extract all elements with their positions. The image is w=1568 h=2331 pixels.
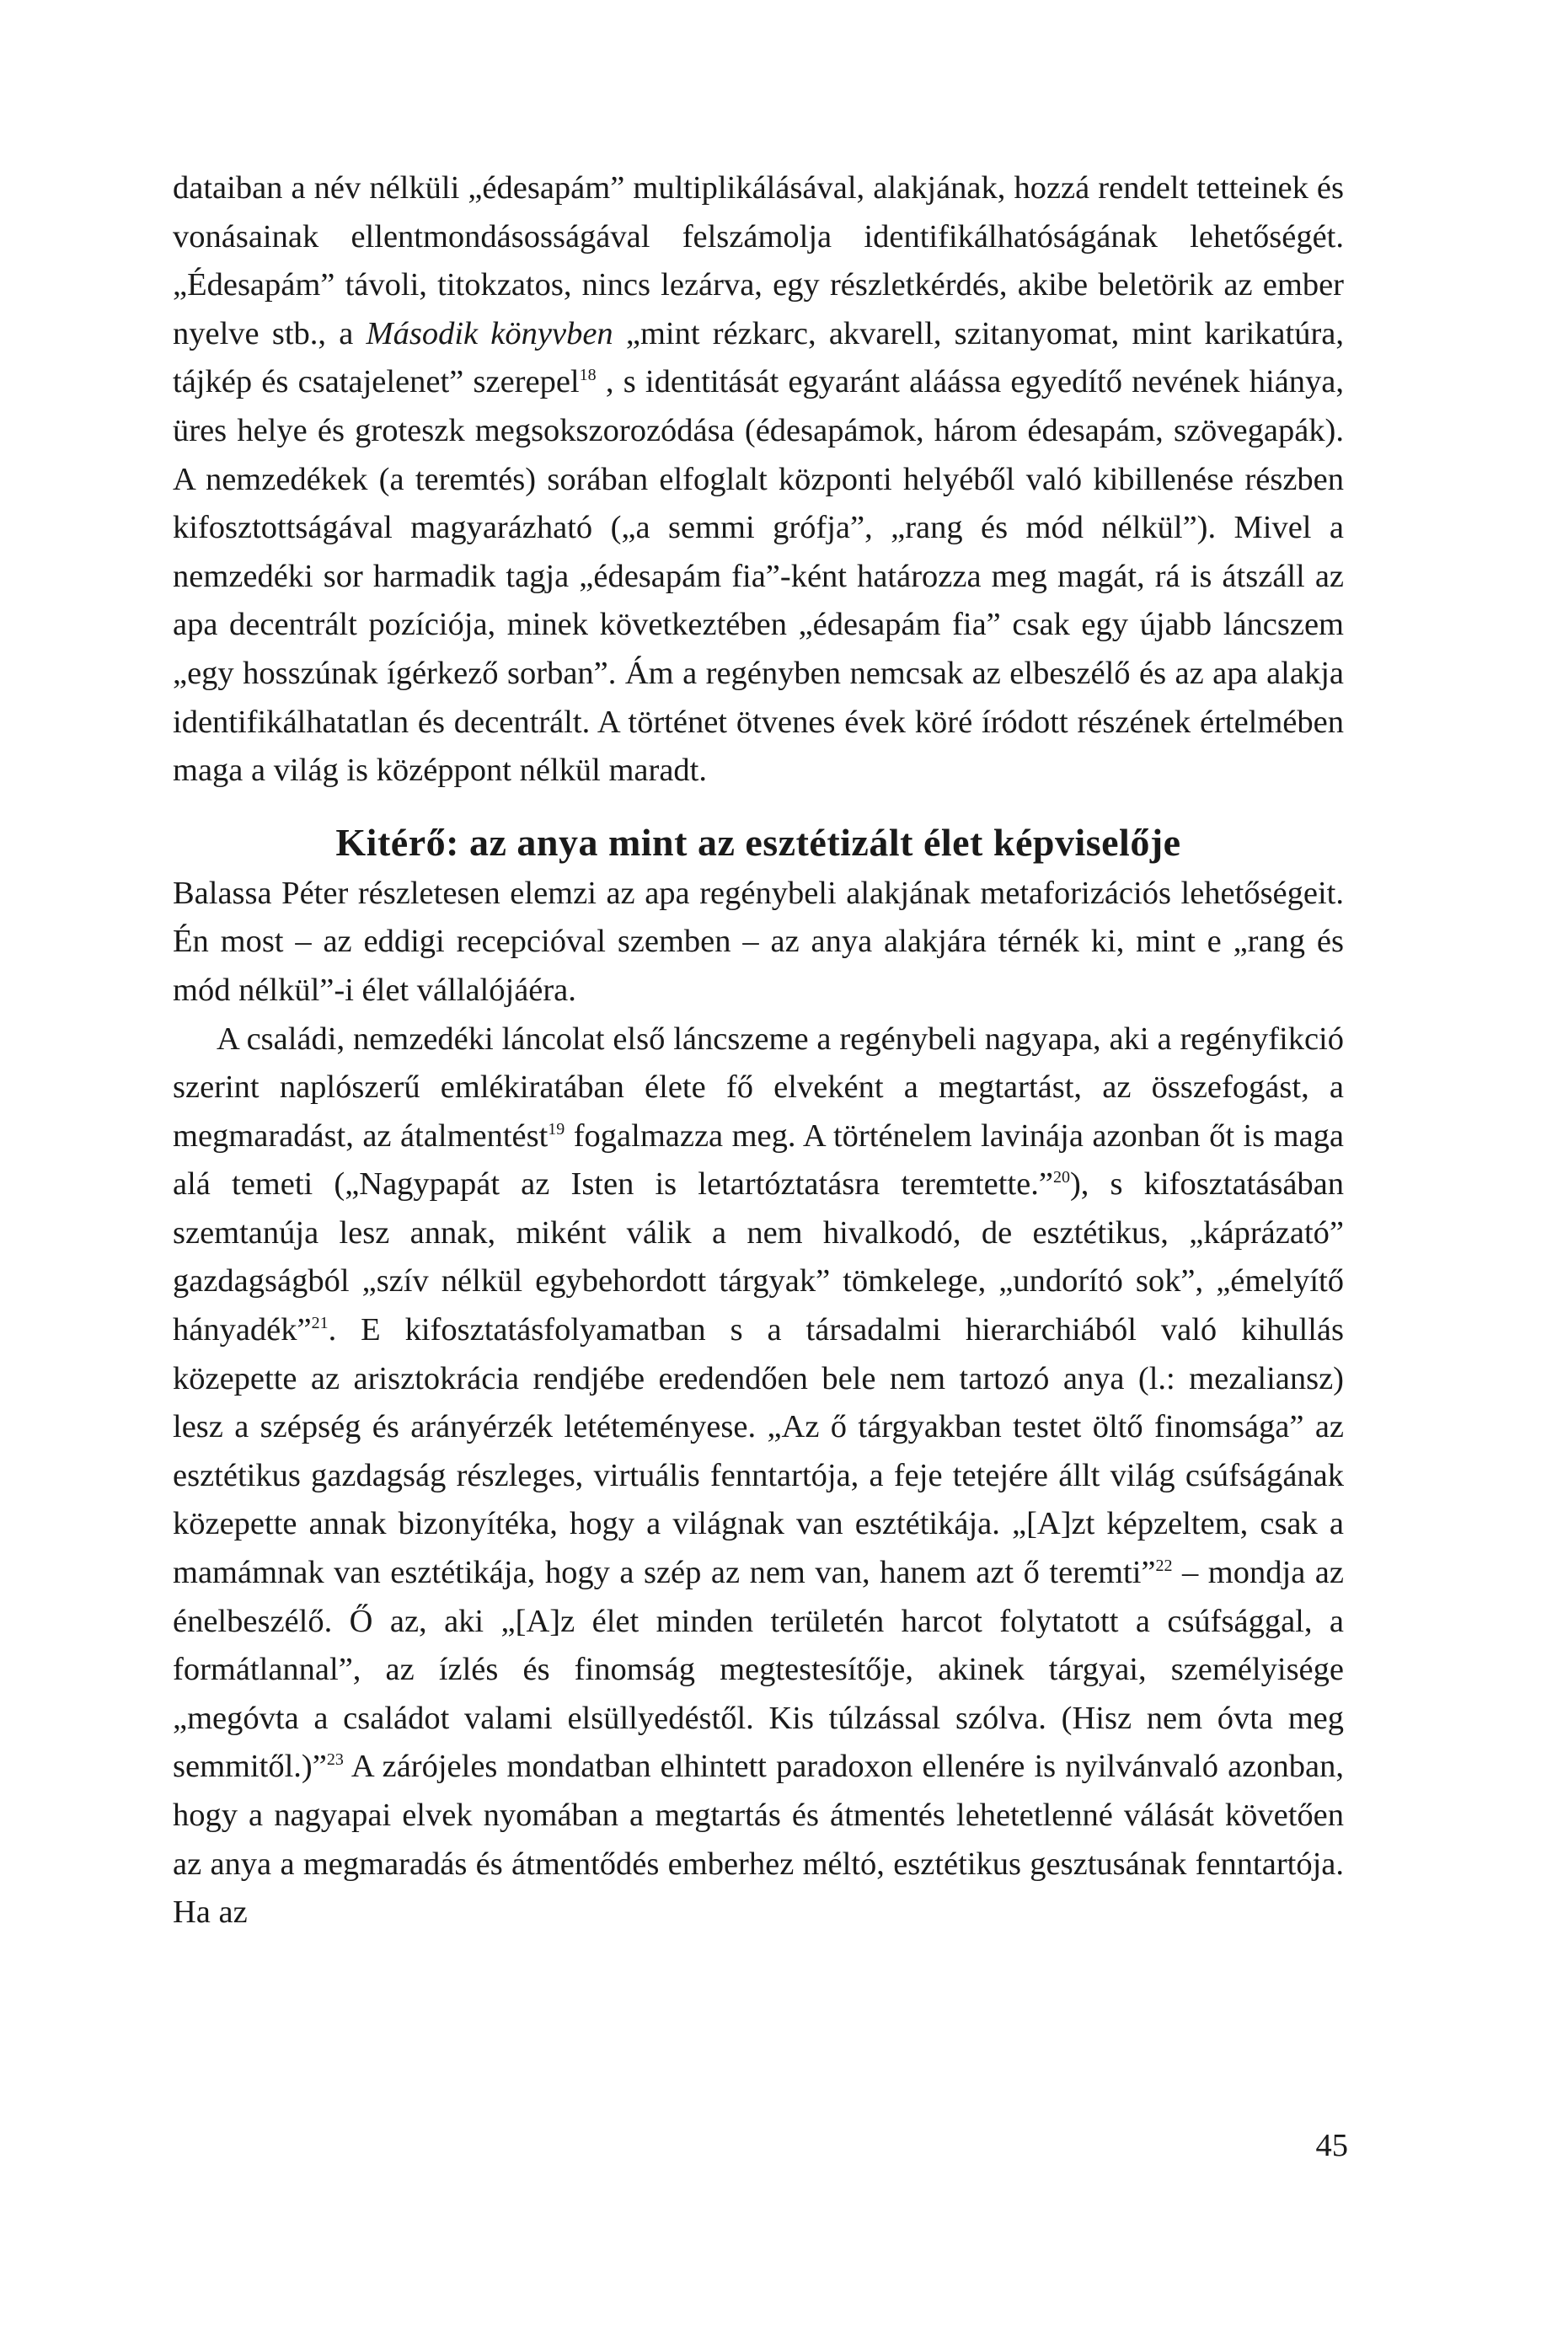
text-run: ), s kifosztatásában szemtanúja lesz annak, miként válik a nem hivalkodó, de esztétikus, „káprázató” gazdagságból „szív nélkül egybehordott tárgyak” tömkelege, „undorító sok”, „émelyítő hányadék” bbox=[173, 1166, 1344, 1348]
text-run: , s identitását egyaránt aláássa egyedítő nevének hiánya, üres helye és groteszk megsokszorozódása (édesapámok, három édesapám, szövegapák). A nemzedékek (a teremtés) sorában elfoglalt központi helyéből való kibillenése részben kifosztottságával magyarázható („a semmi grófja”, „rang és mód nélkül”). Mivel a nemzedéki sor harmadik tagja „édesapám fia”-ként határozza meg magát, rá is átszáll az apa decentrált pozíciója, minek következtében „édesapám fia” csak egy újabb láncszem „egy hosszúnak ígérkező sorban”. Ám a regényben nemcsak az elbeszélő és az apa alakja identifikálhatatlan és decentrált. A történet ötvenes évek köré íródott részének értelmében maga a világ is középpont nélkül maradt. bbox=[173, 364, 1344, 789]
section-heading: Kitérő: az anya mint az esztétizált élet képviselője bbox=[335, 820, 1181, 864]
text-run: dataiban a név nélküli „édesapám” multiplikálásával, alakjának, hozzá rendelt tetteinek és vonásainak ellentmondásosságával felszámolja identifikálhatóságának lehetőségét. „Édesapám” távoli, titokzatos, nincs lezárva, egy részletkérdés, akibe beletörik az ember nyelve stb., a bbox=[173, 170, 1344, 351]
text-run: – mondja az énelbeszélő. Ő az, aki „[A]z élet minden területén harcot folytatott a csúfsággal, a formátlannal”, az ízlés és finomság megtestesítője, akinek tárgyai, személyisége „megóvta a családot valami elsüllyedéstől. Kis túlzással szólva. (Hisz nem óvta meg semmitől.)” bbox=[173, 1555, 1344, 1785]
footnote-marker: 19 bbox=[548, 1119, 565, 1139]
footnote-marker: 18 bbox=[579, 366, 597, 385]
footnote-marker: 22 bbox=[1155, 1557, 1173, 1576]
page-number: 45 bbox=[1315, 2128, 1348, 2163]
text-run: A családi, nemzedéki láncolat első láncszeme a regénybeli nagyapa, aki a regényfikció szerint naplószerű emlékiratában élete fő elveként a megtartást, az összefogást, a megmaradást, az átalmentést bbox=[173, 1021, 1344, 1154]
paragraph-continuation bbox=[173, 164, 1344, 796]
text-run: fogalmazza meg. A történelem lavinája azonban őt is maga alá temeti („Nagypapát az Isten is letartóztatásra teremtette.” bbox=[173, 1117, 1344, 1203]
text-run: „mint rézkarc, akvarell, szitanyomat, mint karikatúra, tájkép és csatajelenet” szerepel bbox=[173, 315, 1344, 400]
footnote-marker: 23 bbox=[326, 1750, 344, 1770]
paragraph-intro: Balassa Péter részletesen elemzi az apa regénybeli alakjának metaforizációs lehetőségeit. Én most – az eddigi recepcióval szemben – az anya alakjára térnék ki, mint e „rang és mód nélkül”-i élet vállalójáéra. bbox=[173, 875, 1344, 1008]
footnote-marker: 20 bbox=[1052, 1168, 1070, 1187]
footnote-marker: 21 bbox=[311, 1314, 329, 1333]
page-body bbox=[173, 164, 1344, 1937]
text-run: A zárójeles mondatban elhintett paradoxon ellenére is nyilvánvaló azonban, hogy a nagyapai elvek nyomában a megtartás és átmentés lehetetlenné válását követően az anya a megmaradás és átmentődés emberhez méltó, esztétikus gesztusának fenntartója. Ha az bbox=[173, 1749, 1344, 1931]
paragraph-main bbox=[173, 1015, 1344, 1937]
text-run: . E kifosztatásfolyamatban s a társadalmi hierarchiából való kihullás közepette az arisztokrácia rendjébe eredendően bele nem tartozó anya (l.: mezaliansz) lesz a szépség és arányérzék letéteményese. „Az ő tárgyakban testet öltő finomsága” az esztétikus gazdagság részleges, virtuális fenntartója, a feje tetejére állt világ csúfságának közepette annak bizonyítéka, hogy a világnak van esztétikája. „[A]zt képzeltem, csak a mamámnak van esztétikája, hogy a szép az nem van, hanem azt ő teremti” bbox=[173, 1312, 1344, 1591]
italic-book-title: Második könyvben bbox=[366, 315, 613, 351]
